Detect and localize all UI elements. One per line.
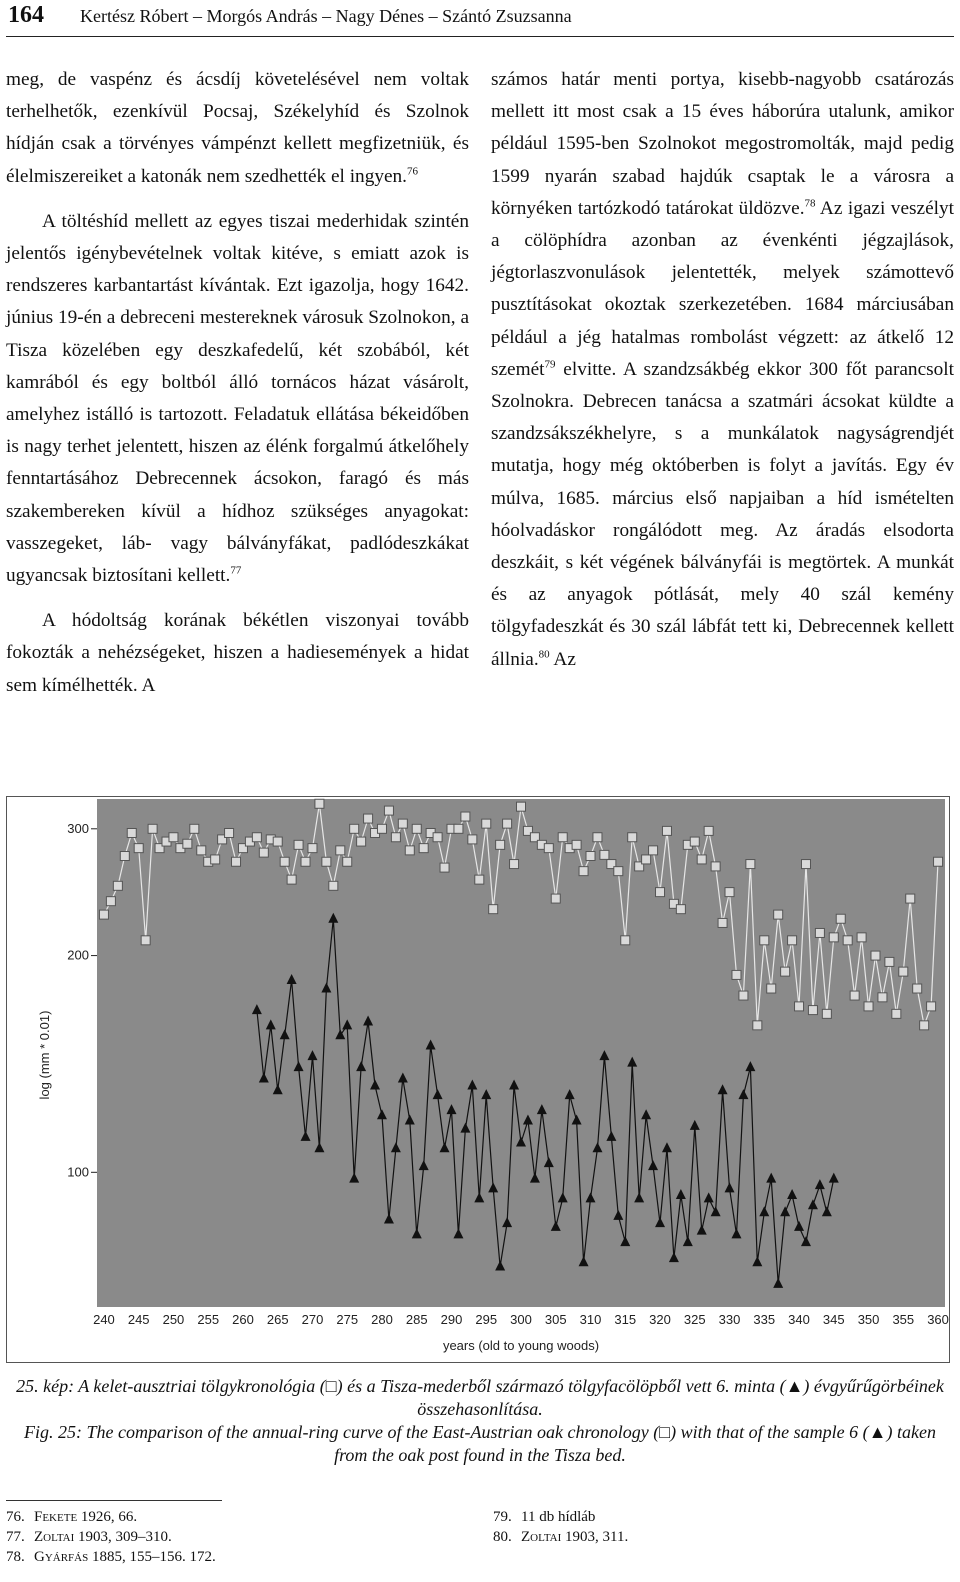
x-tick-label: 315: [614, 1312, 637, 1327]
square-point: [642, 855, 651, 864]
footnote-80: 80. Zoltai 1903, 311.: [493, 1529, 629, 1545]
footnote-79: 79. 11 db hídláb: [493, 1509, 596, 1525]
square-point: [357, 837, 366, 846]
square-point: [106, 897, 115, 906]
square-point: [405, 846, 414, 855]
square-point: [697, 855, 706, 864]
square-point: [364, 814, 373, 823]
square-point: [934, 857, 943, 866]
y-axis-label: log (mm * 0.01): [37, 1010, 52, 1100]
square-point: [211, 855, 220, 864]
x-tick-label: 265: [266, 1312, 289, 1327]
paragraph: meg, de vaspénz és ácsdíj követelésével nem voltak terhelhetők, ezenkívül Pocsaj, Székelyhíd és Szolnok hídján csak a törvényes vámpénzt kellett megfizetniük, és élelmiszereiket a katonák nem szedhették el ingyen.$^{76}$: [6, 69, 469, 187]
square-point: [183, 839, 192, 848]
square-symbol: □: [325, 1376, 337, 1396]
body-column-right: [491, 64, 954, 676]
square-point: [558, 833, 567, 842]
x-tick-label: 280: [371, 1312, 393, 1327]
caption-hungarian: 25. kép: A kelet-ausztriai tölgykronológia (□) és a Tisza-mederből származó tölgyfacölöpből vett 6. minta (▲) évgyűrűgörbéinek összehasonlítása.: [16, 1376, 944, 1419]
x-tick-label: 320: [649, 1312, 671, 1327]
square-point: [343, 857, 352, 866]
x-tick-label: 325: [683, 1312, 706, 1327]
x-tick-label: 355: [892, 1312, 915, 1327]
y-tick-label: 100: [67, 1164, 89, 1180]
square-point: [878, 993, 887, 1002]
square-point: [586, 852, 595, 861]
square-point: [190, 824, 199, 833]
x-tick-label: 270: [301, 1312, 324, 1327]
x-tick-label: 350: [857, 1312, 880, 1327]
x-tick-label: 330: [718, 1312, 741, 1327]
square-point: [315, 799, 324, 808]
square-point: [280, 857, 289, 866]
x-tick-label: 310: [579, 1312, 602, 1327]
footnotes-right: [493, 1507, 628, 1547]
footnote-ref[interactable]: 78: [804, 197, 816, 210]
square-point: [885, 957, 894, 966]
x-tick-label: 340: [788, 1312, 810, 1327]
square-point: [760, 936, 769, 945]
x-tick-label: 335: [753, 1312, 776, 1327]
paragraph: A hódoltság korának békétlen viszonyai tovább fokozták a nehézségeket, hiszen a hadiesemények a hidat sem kímélhették. A: [6, 610, 469, 696]
x-tick-label: 275: [336, 1312, 359, 1327]
square-point: [475, 875, 484, 884]
square-point: [690, 837, 699, 846]
square-point: [336, 846, 345, 855]
square-point: [551, 894, 560, 903]
body-column-left: [6, 64, 469, 702]
square-point: [120, 852, 129, 861]
square-point: [454, 824, 463, 833]
figure-caption: [10, 1375, 950, 1467]
x-tick-label: 345: [822, 1312, 845, 1327]
square-point: [232, 857, 241, 866]
square-point: [774, 910, 783, 919]
square-point: [482, 819, 491, 828]
chart-svg: [7, 797, 949, 1362]
square-point: [704, 826, 713, 835]
x-tick-label: 305: [544, 1312, 567, 1327]
footnotes-left: [6, 1507, 216, 1567]
square-point: [913, 984, 922, 993]
x-tick-label: 360: [927, 1312, 949, 1327]
square-point: [419, 844, 428, 853]
square-point: [308, 844, 317, 853]
square-point: [169, 833, 178, 842]
footnote-76: 76. Fekete 1926, 66.: [6, 1509, 138, 1525]
square-point: [656, 888, 665, 897]
square-point: [676, 905, 685, 914]
square-point: [753, 1021, 762, 1030]
square-point: [329, 881, 338, 890]
square-point: [899, 967, 908, 976]
triangle-symbol: ▲: [785, 1376, 804, 1396]
square-point: [412, 824, 421, 833]
square-point: [732, 970, 741, 979]
square-point: [141, 936, 150, 945]
square-point: [134, 844, 143, 853]
square-point: [544, 844, 553, 853]
square-point: [593, 833, 602, 842]
x-tick-label: 250: [162, 1312, 185, 1327]
page-number: 164: [8, 2, 44, 28]
square-symbol: □: [659, 1422, 671, 1442]
square-point: [843, 936, 852, 945]
square-point: [628, 833, 637, 842]
square-point: [440, 863, 449, 872]
square-point: [906, 894, 915, 903]
square-point: [384, 806, 393, 815]
footnote-78: 78. Gyárfás 1885, 155–156. 172.: [6, 1549, 216, 1565]
plot-area: [97, 799, 945, 1307]
y-tick-label: 300: [67, 820, 89, 836]
square-point: [148, 824, 157, 833]
square-point: [510, 860, 519, 869]
x-tick-label: 255: [197, 1312, 220, 1327]
x-tick-label: 290: [440, 1312, 463, 1327]
square-point: [822, 1009, 831, 1018]
square-point: [850, 991, 859, 1000]
square-point: [496, 840, 505, 849]
square-point: [350, 824, 359, 833]
square-point: [273, 837, 282, 846]
square-point: [788, 936, 797, 945]
square-point: [836, 914, 845, 923]
footnote-ref[interactable]: 76: [407, 165, 418, 178]
square-point: [461, 812, 470, 821]
square-point: [503, 819, 512, 828]
square-point: [252, 833, 261, 842]
footnote-ref[interactable]: 77: [230, 564, 242, 577]
square-point: [829, 933, 838, 942]
x-tick-label: 295: [475, 1312, 498, 1327]
square-point: [746, 860, 755, 869]
x-tick-label: 285: [405, 1312, 428, 1327]
square-point: [781, 967, 790, 976]
footnote-ref[interactable]: 80: [538, 648, 550, 661]
x-tick-label: 260: [232, 1312, 254, 1327]
square-point: [711, 862, 720, 871]
square-point: [871, 951, 880, 960]
square-point: [739, 991, 748, 1000]
square-point: [579, 867, 588, 876]
triangle-symbol: ▲: [868, 1422, 887, 1442]
square-point: [287, 875, 296, 884]
square-point: [259, 848, 268, 857]
figure-ring-chart: [6, 796, 950, 1363]
footnote-77: 77. Zoltai 1903, 309–310.: [6, 1529, 172, 1545]
square-point: [767, 984, 776, 993]
square-point: [808, 1006, 817, 1015]
square-point: [468, 835, 477, 844]
y-tick-label: 200: [67, 947, 89, 963]
square-point: [127, 828, 136, 837]
square-point: [649, 846, 658, 855]
caption-english: Fig. 25: The comparison of the annual-ring curve of the East-Austrian oak chronology (□) with that of the sample 6 (▲) taken from the oak post found in the Tisza bed.: [24, 1422, 936, 1465]
square-point: [398, 819, 407, 828]
x-tick-label: 245: [127, 1312, 150, 1327]
square-point: [927, 1002, 936, 1011]
square-point: [662, 826, 671, 835]
footnote-ref[interactable]: 79: [544, 358, 556, 371]
square-point: [572, 840, 581, 849]
x-axis-label: years (old to young woods): [442, 1338, 600, 1353]
square-point: [621, 936, 630, 945]
square-point: [391, 833, 400, 842]
square-point: [301, 857, 310, 866]
square-point: [489, 905, 498, 914]
square-point: [864, 1002, 873, 1011]
square-point: [322, 857, 331, 866]
paragraph: számos határ menti portya, kisebb-nagyobb csatározás mellett itt most csak a 15 éves háborúra utalunk, amikor például 1595-ben Szolnokot megostromolták, majd pedig 1599 nyarán szabad hajdúk csaptak le a városra a környéken tartózkodó tatárokat üldözve.$^{78}$ Az igazi veszélyt a cölöphídra azonban az évenkénti jégzajlások, jégtorlaszvonulások jelentették, melyek számottevő pusztításokat okoztak szerkezetében. 1684 márciusában például a jég hatalmas rombolást végzett: az átkelő 12 szemét$^{79}$ elvitte. A szandzsákbég ekkor 300 főt parancsolt Szolnokra. Debrecen tanácsa a szatmári ácsokat küldte a szandzsákszékhelyre, s a munkálatok nagyságrendjét mutatja, hogy még októberben is folyt a javítás. Egy év múlva, 1685. március első napjaiban a híd ismételten hóolvadáskor rongálódott meg. Az áradás elsodorta deszkáit, s két végének bálványfái is megtörtek. A munkát és az anyagok pótlását, mely 40 szál kemény tölgyfadeszkát és 30 szál lábfát tett ki, Debrecennek kellett állnia.$^{80}$ Az: [491, 69, 954, 670]
square-point: [718, 918, 727, 927]
square-point: [815, 928, 824, 937]
footnote-divider: [6, 1500, 222, 1501]
page-header: [6, 0, 954, 37]
square-point: [801, 860, 810, 869]
square-point: [920, 1021, 929, 1030]
x-tick-label: 240: [93, 1312, 115, 1327]
running-title: Kertész Róbert – Morgós András – Nagy Dénes – Szántó Zsuzsanna: [80, 6, 572, 26]
square-point: [892, 1009, 901, 1018]
square-point: [517, 802, 526, 811]
paragraph: A töltéshíd mellett az egyes tiszai mederhidak szintén jelentős igénybevételnek voltak kitéve, s emiatt azok is rendszeres karbantartást kívántak. Ezt igazolja, hogy 1642. június 19-én a debreceni mestereknek városuk Szolnokon, a Tisza közelében egy deszkafedelű, két szobából, két kamrából és egy boltból álló tornácos házat vásárolt, amelyhez istálló is tartozott. Feladatuk ellátása békeidőben is nagy terhet jelentett, hiszen az élénk forgalmú átkelőhely fenntartásához Debrecennek ácsokon, faragó és más szakembereken kívül a hídhoz szükséges anyagokat: vasszegeket, láb- vagy bálványfákat, padlódeszkákat ugyancsak biztosítani kellett.$^{77}$: [6, 210, 469, 587]
square-point: [433, 833, 442, 842]
square-point: [113, 881, 122, 890]
square-point: [600, 850, 609, 859]
square-point: [377, 824, 386, 833]
square-point: [294, 840, 303, 849]
square-point: [857, 933, 866, 942]
square-point: [99, 910, 108, 919]
square-point: [725, 888, 734, 897]
square-point: [225, 828, 234, 837]
x-tick-label: 300: [510, 1312, 532, 1327]
square-point: [614, 867, 623, 876]
square-point: [795, 1002, 804, 1011]
square-point: [197, 846, 206, 855]
